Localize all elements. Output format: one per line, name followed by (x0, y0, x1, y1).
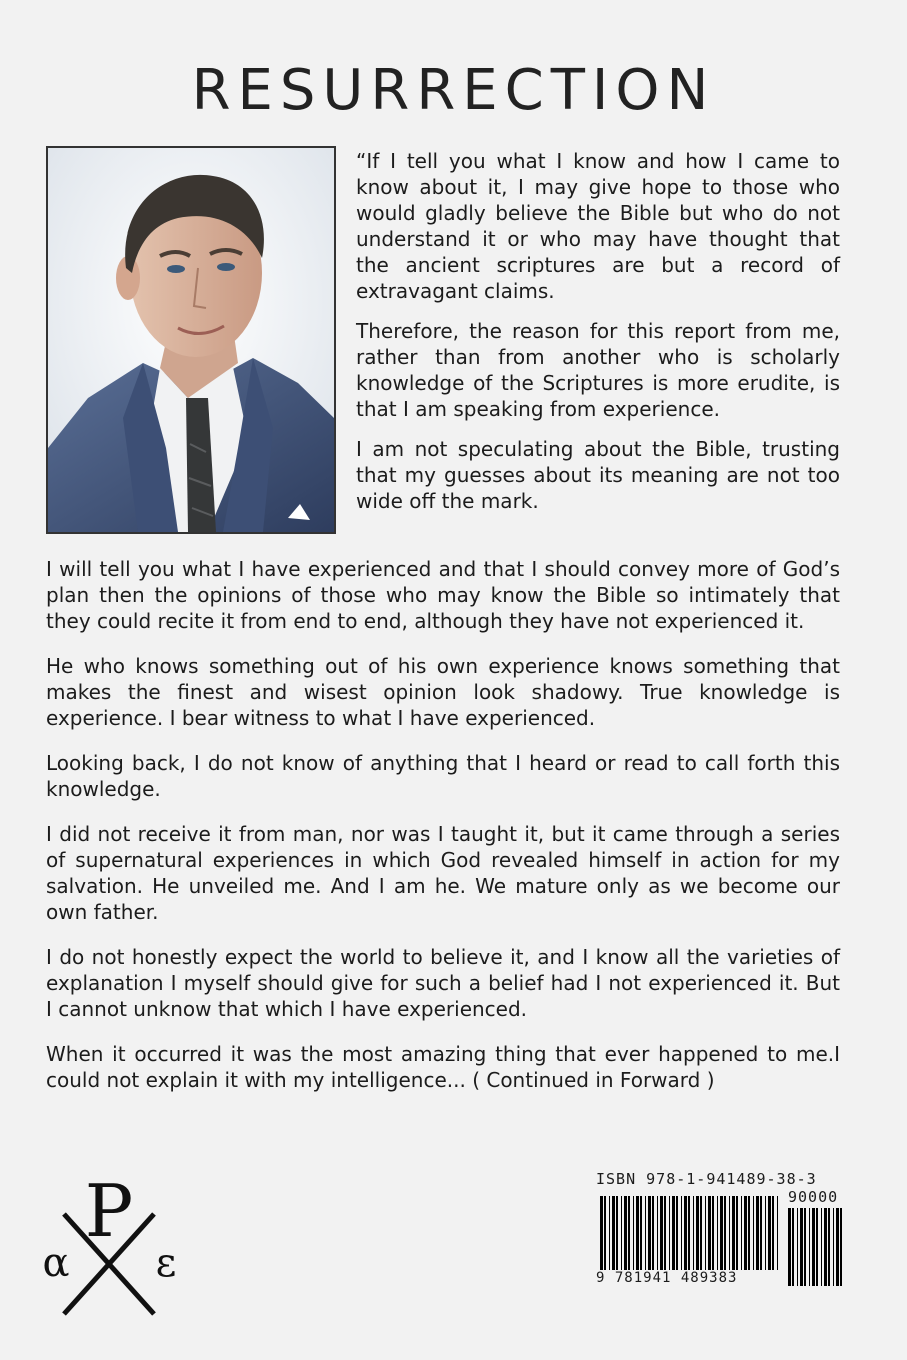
intro-paragraph: “If I tell you what I know and how I came to know about it, I may give hope to those who would gladly believe the Bible but who do not understand it or who may have thought that the ancient scriptures are but a record of extravagant claims. (356, 149, 840, 303)
barcode-bar (777, 1196, 778, 1270)
body-text (46, 556, 840, 1112)
barcode-bar (660, 1196, 663, 1270)
barcode-bar (669, 1196, 670, 1270)
barcode-bar (729, 1196, 730, 1270)
barcode-bar (760, 1196, 762, 1270)
barcode-bar (765, 1196, 766, 1270)
author-portrait-image (48, 148, 334, 532)
body-paragraph: I do not honestly expect the world to believe it, and I know all the varieties of explanation I myself should give for such a belief had I not experienced it. But I cannot unknow that which I have experienced. (46, 945, 840, 1021)
barcode-addon-number: 90000 (788, 1188, 839, 1206)
body-paragraph: He who knows something out of his own experience knows something that makes the finest and wisest opinion look shadowy. True knowledge is experience. I bear witness to what I have experienced. (46, 654, 840, 730)
barcode-digits: 9 781941 489383 (596, 1270, 738, 1286)
barcode-bar (744, 1196, 747, 1270)
barcode-bar (821, 1208, 822, 1286)
barcode-bar (717, 1196, 718, 1270)
barcode-bar (616, 1196, 618, 1270)
barcode-bar (753, 1196, 754, 1270)
barcode-bar (756, 1196, 759, 1270)
intro-text (356, 148, 840, 528)
barcode-bar (797, 1208, 798, 1286)
barcode-bar (652, 1196, 654, 1270)
barcode-bar (748, 1196, 750, 1270)
barcode-bar (724, 1196, 726, 1270)
body-paragraph: I did not receive it from man, nor was I taught it, but it came through a series of supernatural experiences in which God revealed himself in action for my salvation. He unveiled me. And I am he. We mature only as we become our own father. (46, 822, 840, 924)
barcode-bar (812, 1208, 815, 1286)
body-paragraph: I will tell you what I have experienced and that I should convey more of God’s plan then the opinions of those who may know the Bible so intimately that they could recite it from end to end, although they have not experienced it. (46, 557, 840, 633)
barcode-bar (693, 1196, 694, 1270)
barcode-bar (840, 1208, 842, 1286)
intro-paragraph: Therefore, the reason for this report from me, rather than from another who is scholarly knowledge of the Scriptures is more erudite, is that I am speaking from experience. (356, 319, 840, 421)
barcode-bar (624, 1196, 627, 1270)
barcode-bar (792, 1208, 794, 1286)
barcode-bar (636, 1196, 639, 1270)
barcode-bar (696, 1196, 699, 1270)
barcode-bar (628, 1196, 630, 1270)
barcode-bar (836, 1208, 839, 1286)
barcode-bar (804, 1208, 806, 1286)
barcode-bar (688, 1196, 690, 1270)
barcode (596, 1170, 846, 1300)
chi-rho-logo (36, 1172, 186, 1322)
body-paragraph: When it occurred it was the most amazing thing that ever happened to me.I could not explain it with my intelligence... ( Continued in Forward ) (46, 1042, 840, 1092)
barcode-bar (657, 1196, 658, 1270)
barcode-bar (700, 1196, 702, 1270)
barcode-bar (824, 1208, 827, 1286)
barcode-bar (672, 1196, 675, 1270)
barcode-bar (828, 1208, 830, 1286)
barcode-bar (676, 1196, 678, 1270)
barcode-bar (648, 1196, 651, 1270)
book-title: RESURRECTION (191, 58, 716, 123)
barcode-bar (741, 1196, 742, 1270)
barcode-bar (768, 1196, 771, 1270)
barcode-bar (645, 1196, 646, 1270)
isbn-label: ISBN 978-1-941489-38-3 (596, 1170, 817, 1188)
barcode-bar (705, 1196, 706, 1270)
barcode-bar (720, 1196, 723, 1270)
barcode-bar (684, 1196, 687, 1270)
barcode-bar (681, 1196, 682, 1270)
body-paragraph: Looking back, I do not know of anything that I heard or read to call forth this knowledge. (46, 751, 840, 801)
barcode-bar (809, 1208, 810, 1286)
barcode-bar (800, 1208, 803, 1286)
barcode-bar (640, 1196, 642, 1270)
barcode-bar (664, 1196, 666, 1270)
intro-paragraph: I am not speculating about the Bible, trusting that my guesses about its meaning are not too wide off the mark. (356, 437, 840, 513)
barcode-bar (732, 1196, 735, 1270)
barcode-bar (621, 1196, 622, 1270)
barcode-bar (708, 1196, 711, 1270)
barcode-bar (712, 1196, 714, 1270)
barcode-bar (788, 1208, 791, 1286)
barcode-bar (633, 1196, 634, 1270)
alpha-letter: α (42, 1240, 70, 1286)
barcode-bar (609, 1196, 610, 1270)
barcode-bar (736, 1196, 738, 1270)
barcode-bar (816, 1208, 818, 1286)
omega-letter: ε (155, 1240, 177, 1286)
barcode-bar (600, 1196, 603, 1270)
barcode-bar (612, 1196, 615, 1270)
rho-letter: P (84, 1172, 134, 1253)
author-portrait (46, 146, 336, 534)
barcode-bar (833, 1208, 834, 1286)
barcode-bar (772, 1196, 774, 1270)
barcode-bar (604, 1196, 606, 1270)
